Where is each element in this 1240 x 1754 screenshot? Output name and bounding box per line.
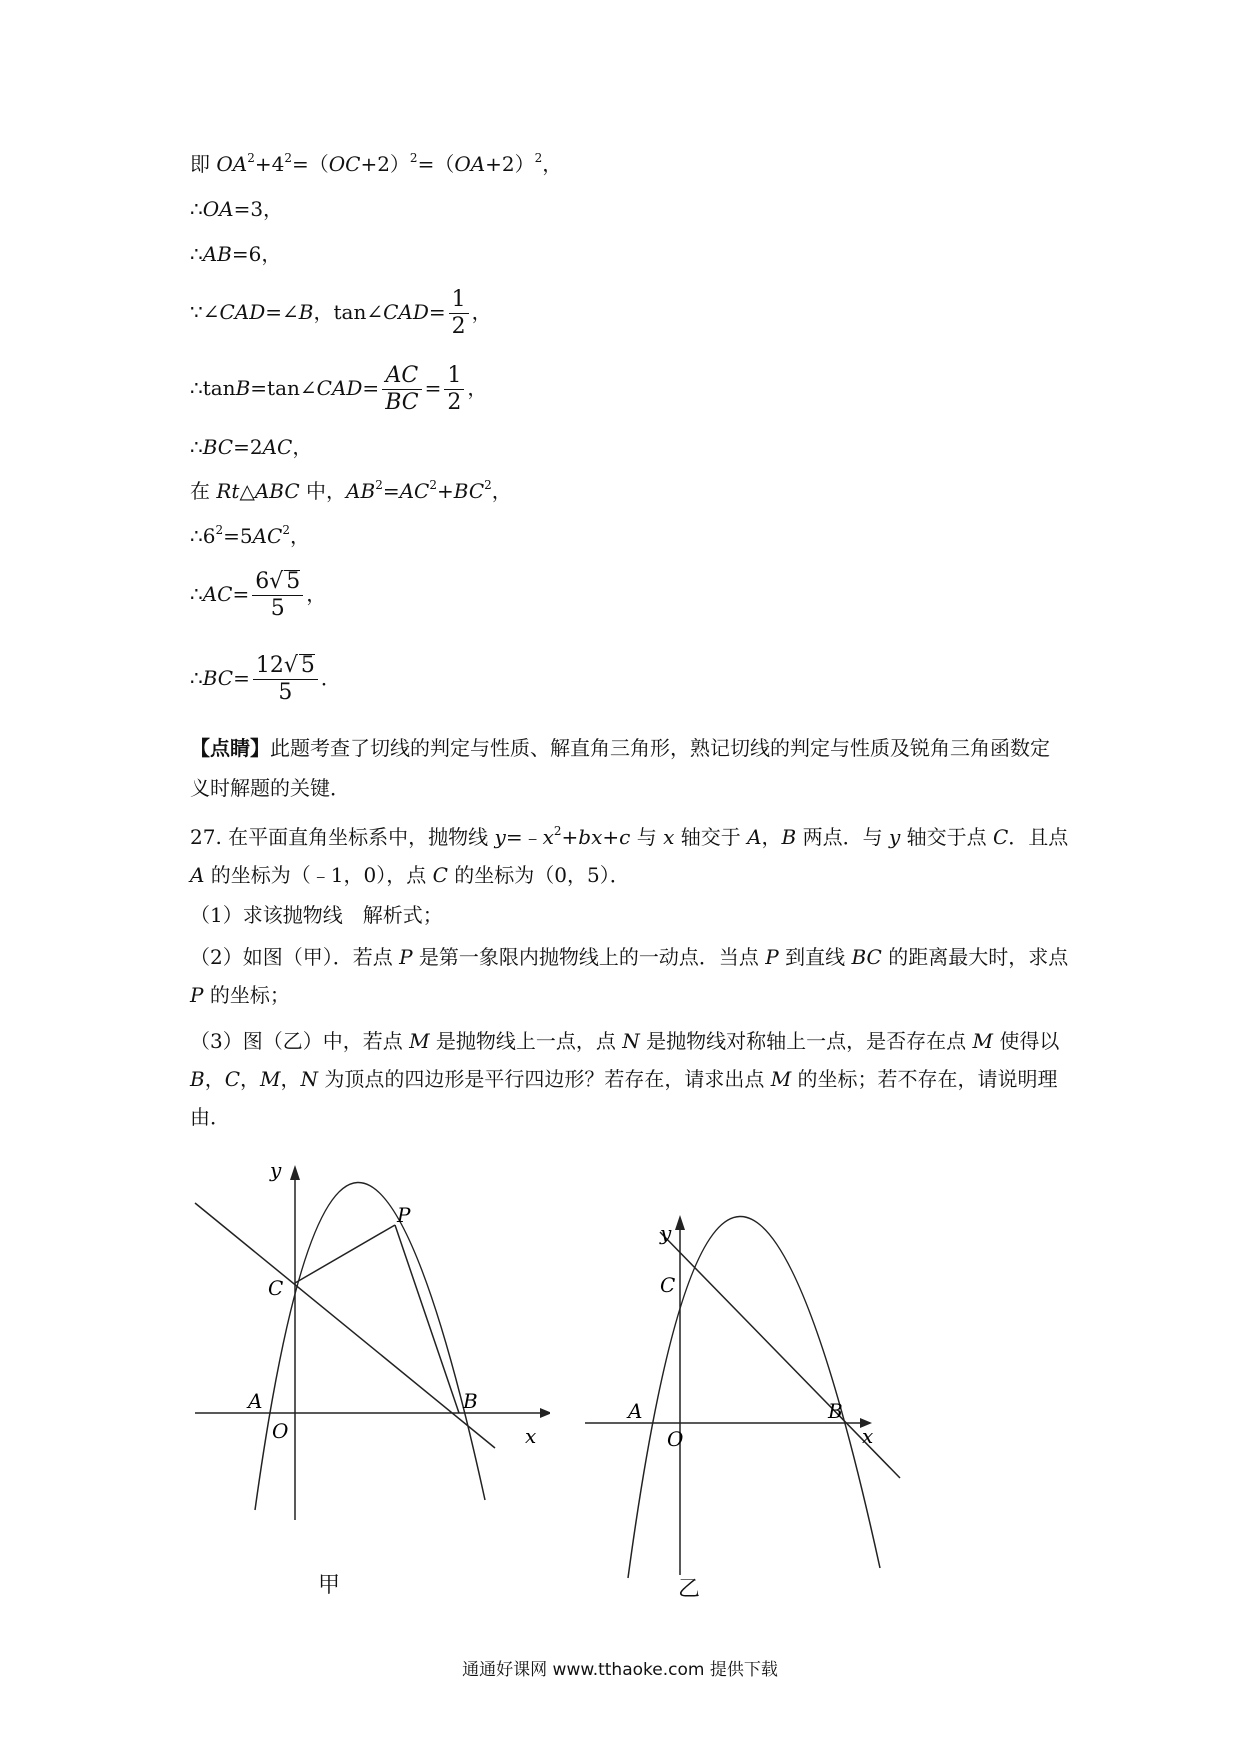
solution-line-5: ∴tanB=tan∠CAD= $\frac{AC}{BC}$ = $\frac{1}{2}$ ， bbox=[190, 363, 488, 415]
label-a: A bbox=[248, 1389, 263, 1413]
x-axis-arrow bbox=[540, 1408, 550, 1418]
fraction-one-half-2: $\frac{1}{2}$ bbox=[444, 363, 464, 416]
fraction-ac-over-bc: $\frac{AC}{BC}$ bbox=[382, 363, 421, 416]
segment-cp bbox=[295, 1225, 395, 1283]
solution-line-4: ∵∠CAD=∠B，tan∠CAD= $\frac{1}{2}$ ， bbox=[190, 287, 492, 339]
page-footer: 通通好课网 www.tthaoke.com 提供下载 bbox=[462, 1660, 778, 1680]
question-27-part-1: （1）求该抛物线 解析式； bbox=[190, 903, 443, 927]
label-y: y bbox=[270, 1158, 282, 1182]
question-27-stem: 27. 在平面直角坐标系中，抛物线 $y=﹣x^2+bx+c$ 与 x 轴交于 A，B 两点．与 y 轴交于点 C．且点 A 的坐标为（﹣1，0），点 C 的坐标为（0，5）． bbox=[190, 824, 1069, 887]
label-o: O bbox=[667, 1427, 684, 1451]
label-p: P bbox=[397, 1203, 411, 1227]
figure-jia bbox=[190, 1155, 550, 1550]
solution-line-9: ∴AC= $\frac{6√ 5}{5}$ ， bbox=[190, 569, 327, 621]
solution-line-3: ∴AB=6， bbox=[190, 242, 282, 266]
solution-line-1: 即 $OA^2+4^2=(OC+2)^2=(OA+2)^2$， bbox=[190, 151, 563, 176]
solution-line-7: 在 Rt△ABC 中，$AB^2=AC^2+BC^2$， bbox=[190, 478, 512, 503]
label-c: C bbox=[660, 1273, 676, 1297]
solution-line-6: ∴BC=2AC， bbox=[190, 435, 313, 459]
label-y: y bbox=[660, 1221, 672, 1245]
comment-paragraph: 【点睛】此题考查了切线的判定与性质、解直角三角形，熟记切线的判定与性质及锐角三角函数定义时解题的关键． bbox=[190, 736, 1050, 800]
label-b: B bbox=[463, 1389, 478, 1413]
question-27-part-3: （3）图（乙）中，若点 M 是抛物线上一点，点 N 是抛物线对称轴上一点，是否存在点 M 使得以 B，C，M，N 为顶点的四边形是平行四边形？若存在，请求出点 M 的坐标；若不存在，请说明理由． bbox=[190, 1029, 1060, 1129]
line-bc bbox=[195, 1203, 495, 1448]
caption-jia: 甲 bbox=[318, 1573, 341, 1598]
segment-pb bbox=[395, 1225, 459, 1413]
caption-yi: 乙 bbox=[678, 1577, 701, 1602]
fraction-6-root5-over-5: $\frac{6√ 5}{5}$ bbox=[252, 569, 303, 622]
solution-line-2: ∴OA=3， bbox=[190, 197, 284, 221]
solution-line-10: ∴BC= $\frac{12√ 5}{5}$ ． bbox=[190, 653, 341, 705]
fraction-one-half: $\frac{1}{2}$ bbox=[449, 287, 469, 340]
parabola-curve bbox=[628, 1216, 880, 1578]
label-a: A bbox=[628, 1399, 643, 1423]
label-x: x bbox=[862, 1424, 874, 1448]
figure-yi bbox=[580, 1205, 910, 1590]
y-axis-arrow bbox=[675, 1215, 685, 1230]
question-27-part-2: （2）如图（甲）．若点 P 是第一象限内抛物线上的一动点．当点 P 到直线 BC 的距离最大时，求点 P 的坐标； bbox=[190, 945, 1069, 1007]
label-o: O bbox=[272, 1419, 289, 1443]
label-c: C bbox=[268, 1276, 284, 1300]
label-b: B bbox=[828, 1399, 843, 1423]
fraction-12-root5-over-5: $\frac{12√ 5}{5}$ bbox=[253, 653, 318, 706]
y-axis-arrow bbox=[290, 1165, 300, 1180]
label-x: x bbox=[525, 1424, 537, 1448]
solution-line-8: $\therefore 6^2=5AC^2$， bbox=[190, 523, 310, 548]
